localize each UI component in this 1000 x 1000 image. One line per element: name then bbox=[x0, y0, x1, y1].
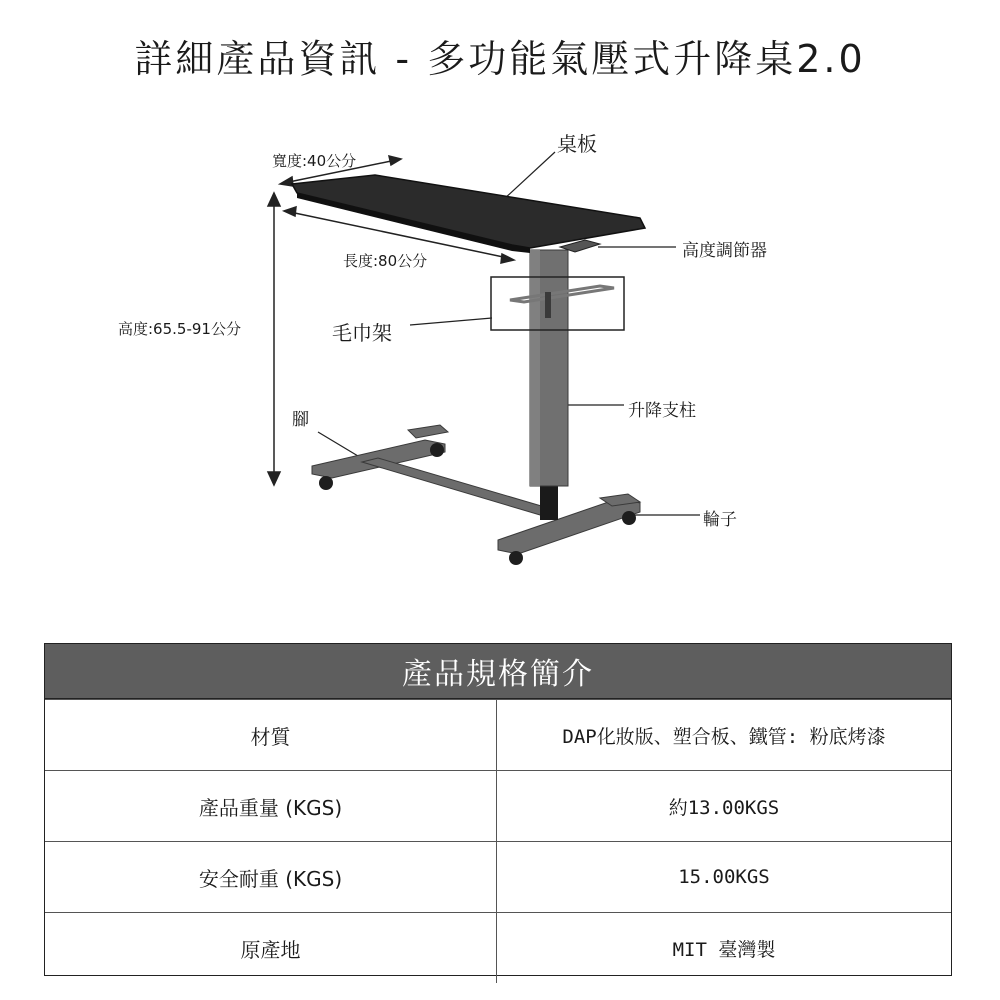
spec-key: 安全耐重 (KGS) bbox=[45, 842, 497, 912]
height-label: 高度:65.5-91公分 bbox=[118, 320, 241, 338]
wheel-label: 輪子 bbox=[703, 510, 737, 530]
product-diagram bbox=[0, 110, 1000, 610]
tabletop-label: 桌板 bbox=[557, 132, 597, 156]
spec-value: 約13.00KGS bbox=[668, 796, 780, 819]
spec-table bbox=[44, 643, 952, 976]
length-label: 長度:80公分 bbox=[343, 252, 428, 270]
column-label: 升降支柱 bbox=[628, 401, 696, 421]
table-row bbox=[45, 699, 951, 770]
table-row bbox=[45, 841, 951, 912]
table-row bbox=[45, 912, 951, 983]
spec-key: 原產地 bbox=[45, 913, 497, 983]
height-adjuster-label: 高度調節器 bbox=[682, 241, 767, 261]
spec-key: 材質 bbox=[45, 700, 497, 770]
spec-table-heading: 產品規格簡介 bbox=[45, 644, 951, 699]
desk-illustration bbox=[0, 110, 1000, 610]
spec-key: 產品重量 (KGS) bbox=[45, 771, 497, 841]
spec-value: DAP化妝版、塑合板、鐵管: 粉底烤漆 bbox=[562, 725, 886, 748]
towel-rack-label: 毛巾架 bbox=[332, 321, 392, 345]
width-label: 寬度:40公分 bbox=[272, 152, 357, 170]
page-title: 詳細產品資訊 - 多功能氣壓式升降桌2.0 bbox=[134, 37, 866, 81]
foot-label: 腳 bbox=[292, 410, 309, 430]
table-row bbox=[45, 770, 951, 841]
spec-value: MIT 臺灣製 bbox=[672, 938, 776, 961]
spec-value: 15.00KGS bbox=[678, 866, 770, 888]
